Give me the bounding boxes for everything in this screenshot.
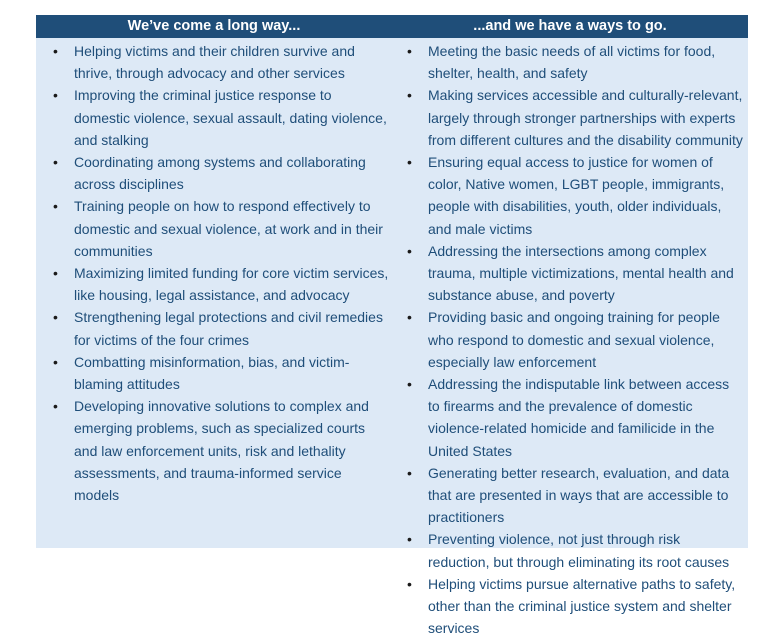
- table-body: [36, 38, 748, 639]
- list-item: [44, 84, 390, 151]
- bullet-icon: •: [53, 87, 58, 104]
- bullet-icon: •: [407, 464, 412, 481]
- list-item: [398, 306, 744, 373]
- list-item: [44, 262, 390, 306]
- list-item: [398, 40, 744, 84]
- list-item-text: Making services accessible and culturally-relevant, largely through stronger partnerships with experts from different cultures and the disability community: [428, 87, 743, 148]
- list-item: [398, 151, 744, 240]
- list-item: [44, 151, 390, 195]
- bullet-icon: •: [407, 531, 412, 548]
- list-item-text: Training people on how to respond effectively to domestic and sexual violence, at work and in their communities: [74, 198, 383, 259]
- list-item-text: Strengthening legal protections and civil remedies for victims of the four crimes: [74, 309, 383, 348]
- list-item-text: Combatting misinformation, bias, and victim-blaming attitudes: [74, 353, 350, 393]
- bullet-icon: •: [53, 198, 58, 215]
- list-item-text: Generating better research, evaluation, and data that are presented in ways that are accessible to practitioners: [428, 464, 730, 526]
- list-item-text: Providing basic and ongoing training for people who respond to domestic and sexual violence, especially law enforcement: [428, 309, 720, 370]
- list-item: [44, 395, 390, 506]
- list-item-text: Helping victims pursue alternative paths to safety, other than the criminal justice system and shelter services: [428, 575, 736, 637]
- table-header: [36, 15, 748, 38]
- list-item: [44, 195, 390, 262]
- list-item: [44, 40, 390, 84]
- list-item-text: Developing innovative solutions to complex and emerging problems, such as specialized courts and law enforcement units, risk and lethality assessments, and trauma-informed service models: [74, 398, 369, 504]
- list-item-text: Addressing the intersections among complex trauma, multiple victimizations, mental health and substance abuse, and poverty: [428, 242, 734, 304]
- bullet-icon: •: [407, 154, 412, 171]
- list-item: [44, 351, 390, 395]
- list-item: [398, 528, 744, 572]
- bullet-icon: •: [407, 87, 412, 104]
- list-item: [398, 84, 744, 151]
- bullet-icon: •: [53, 353, 58, 370]
- header-left: We’ve come a long way...: [127, 18, 301, 34]
- left-list: [44, 38, 390, 506]
- list-item-text: Ensuring equal access to justice for women of color, Native women, LGBT people, immigrants, people with disabilities, youth, older individuals, and male victims: [428, 154, 725, 237]
- left-column: [36, 38, 394, 639]
- bullet-icon: •: [53, 309, 58, 326]
- list-item: [44, 306, 390, 350]
- list-item: [398, 573, 744, 639]
- list-item-text: Improving the criminal justice response to domestic violence, sexual assault, dating violence, and stalking: [74, 87, 387, 148]
- bullet-icon: •: [407, 43, 412, 59]
- list-item-text: Maximizing limited funding for core victim services, like housing, legal assistance, and advocacy: [74, 265, 389, 304]
- list-item: [398, 240, 744, 307]
- bullet-icon: •: [53, 43, 58, 59]
- bullet-icon: •: [407, 575, 412, 592]
- bullet-icon: •: [407, 376, 412, 393]
- list-item-text: Coordinating among systems and collaborating across disciplines: [74, 154, 366, 193]
- list-item: [398, 462, 744, 529]
- right-column: [394, 38, 748, 639]
- list-item-text: Preventing violence, not just through risk reduction, but through eliminating its root causes: [428, 531, 730, 570]
- list-item: [398, 373, 744, 462]
- list-item-text: Addressing the indisputable link between access to firearms and the prevalence of domestic violence-related homicide and familicide in the United States: [428, 376, 730, 459]
- bullet-icon: •: [53, 265, 58, 282]
- right-list: [398, 38, 744, 639]
- comparison-table: [36, 15, 748, 637]
- bullet-icon: •: [407, 242, 412, 259]
- bullet-icon: •: [53, 398, 58, 415]
- header-right: ...and we have a ways to go.: [473, 18, 667, 34]
- list-item-text: Meeting the basic needs of all victims for food, shelter, health, and safety: [428, 43, 716, 82]
- bullet-icon: •: [407, 309, 412, 326]
- list-item-text: Helping victims and their children survive and thrive, through advocacy and other services: [74, 43, 355, 82]
- bullet-icon: •: [53, 154, 58, 171]
